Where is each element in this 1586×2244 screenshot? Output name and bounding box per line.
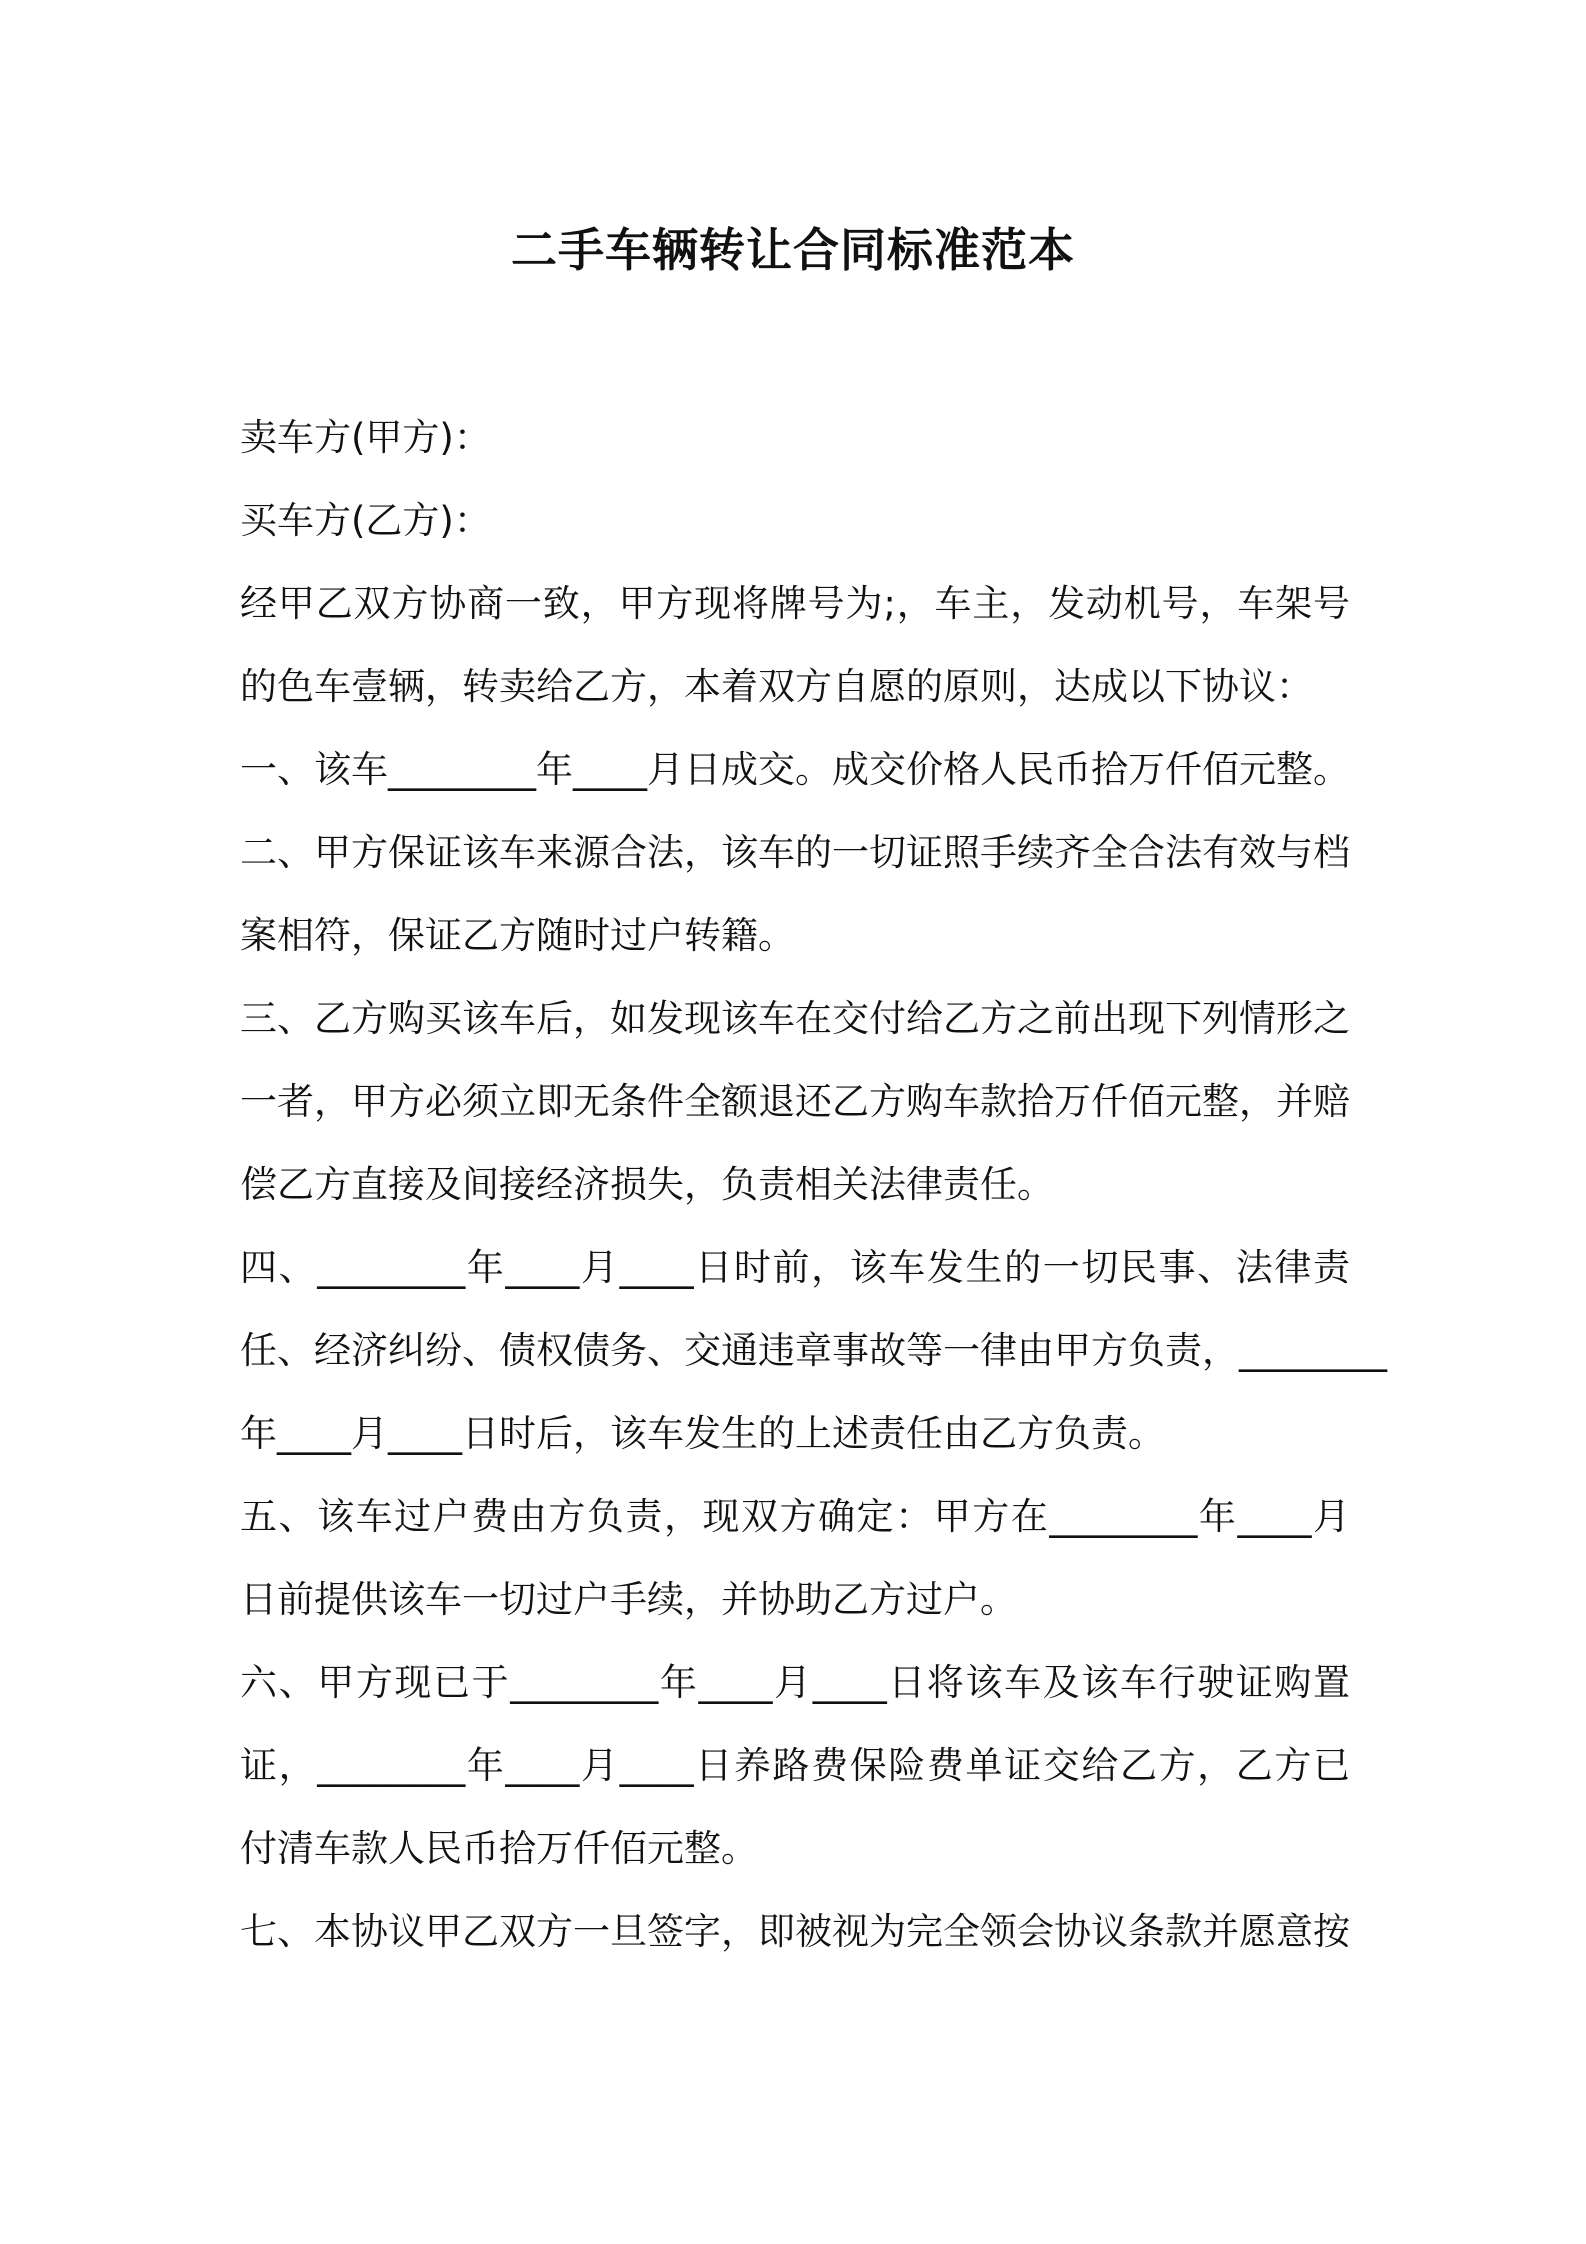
document-title: 二手车辆转让合同标准范本 (511, 223, 1075, 277)
clause-5-line: 五、该车过户费由方负责，现双方确定：甲方在________年____月 (240, 1495, 1350, 1538)
clause-5-line: 日前提供该车一切过户手续，并协助乙方过户。 (240, 1578, 1017, 1621)
paragraph-line: 的色车壹辆，转卖给乙方，本着双方自愿的原则，达成以下协议： (240, 665, 1313, 708)
clause-6-line: 六、甲方现已于________年____月____日将该车及该车行驶证购置 (240, 1661, 1350, 1704)
clause-7-line: 七、本协议甲乙双方一旦签字，即被视为完全领会协议条款并愿意按 (240, 1910, 1350, 1953)
clause-2-line: 案相符，保证乙方随时过户转籍。 (240, 914, 795, 957)
clause-6-line: 证，________年____月____日养路费保险费单证交给乙方，乙方已 (240, 1744, 1350, 1787)
document-body (240, 396, 1387, 1973)
paragraph-line: 经甲乙双方协商一致，甲方现将牌号为;，车主，发动机号，车架号 (240, 582, 1350, 625)
clause-6-line: 付清车款人民币拾万仟佰元整。 (240, 1827, 758, 1870)
clause-4-line: 年____月____日时后，该车发生的上述责任由乙方负责。 (240, 1412, 1165, 1455)
clause-3-line: 三、乙方购买该车后，如发现该车在交付给乙方之前出现下列情形之 (240, 997, 1350, 1040)
clause-3-line: 一者，甲方必须立即无条件全额退还乙方购车款拾万仟佰元整，并赔 (240, 1080, 1350, 1123)
seller-line: 卖车方(甲方)： (240, 416, 491, 459)
clause-1-line: 一、该车________年____月日成交。成交价格人民币拾万仟佰元整。 (240, 748, 1350, 791)
clause-4-line: 任、经济纠纷、债权债务、交通违章事故等一律由甲方负责，________ (240, 1329, 1387, 1372)
clause-2-line: 二、甲方保证该车来源合法，该车的一切证照手续齐全合法有效与档 (240, 831, 1350, 874)
clause-4-line: 四、________年____月____日时前，该车发生的一切民事、法律责 (240, 1246, 1350, 1289)
buyer-line: 买车方(乙方)： (240, 499, 491, 542)
clause-3-line: 偿乙方直接及间接经济损失，负责相关法律责任。 (240, 1163, 1054, 1206)
